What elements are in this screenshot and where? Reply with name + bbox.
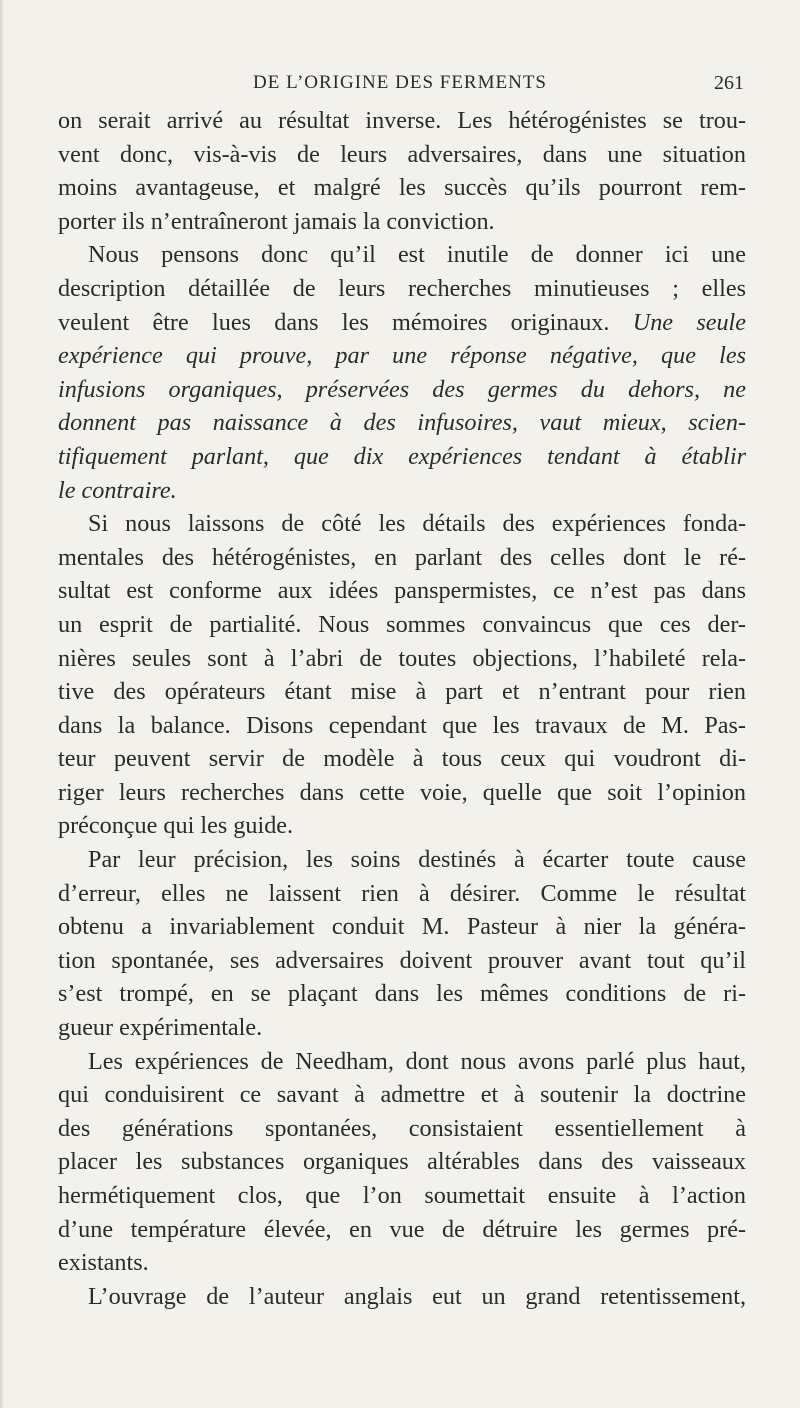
text-line: d’erreur, elles ne laissent rien à désirer. Comme le résultat <box>58 879 746 907</box>
text-line: sultat est conforme aux idées panspermistes, ce n’est pas dans <box>58 577 746 605</box>
text-line: gueur expérimentale. <box>58 1014 263 1042</box>
page-edge <box>0 0 4 1408</box>
text-line: mentales des hétérogénistes, en parlant des celles dont le ré- <box>58 543 746 571</box>
text-line: placer les substances organiques altérables dans des vaisseaux <box>58 1148 746 1176</box>
text-line: porter ils n’entraîneront jamais la conviction. <box>58 207 495 235</box>
text-line: existants. <box>58 1249 149 1277</box>
text-line: des générations spontanées, consistaient essentiellement à <box>58 1114 746 1142</box>
text-line: le contraire. <box>58 476 177 504</box>
text-line: riger leurs recherches dans cette voie, quelle que soit l’opinion <box>58 778 746 806</box>
text-line: dans la balance. Disons cependant que les travaux de M. Pas- <box>58 711 746 739</box>
text-line: tion spontanée, ses adversaires doivent prouver avant tout qu’il <box>58 946 746 974</box>
text-line: vent donc, vis-à-vis de leurs adversaires, dans une situation <box>58 140 746 168</box>
text-line: infusions organiques, préservées des germes du dehors, ne <box>58 375 746 403</box>
text-line: Les expériences de Needham, dont nous avons parlé plus haut, <box>88 1047 746 1075</box>
text-line: un esprit de partialité. Nous sommes convaincus que ces der- <box>58 610 746 638</box>
text-line: L’ouvrage de l’auteur anglais eut un grand retentissement, <box>88 1282 746 1310</box>
text-line: Si nous laissons de côté les détails des expériences fonda- <box>88 510 746 538</box>
text-line: description détaillée de leurs recherches minutieuses ; elles <box>58 274 746 302</box>
text-line: d’une température élevée, en vue de détruire les germes pré- <box>58 1215 746 1243</box>
text-line: tifiquement parlant, que dix expériences tendant à établir <box>58 442 746 470</box>
text-line: teur peuvent servir de modèle à tous ceux qui voudront di- <box>58 745 746 773</box>
body-text <box>58 104 746 1313</box>
text-fragment: veulent être lues dans les mémoires originaux. <box>58 308 610 336</box>
text-line: hermétiquement clos, que l’on soumettait ensuite à l’action <box>58 1182 746 1209</box>
text-line: nières seules sont à l’abri de toutes objections, l’habileté rela- <box>58 644 746 672</box>
text-line: donnent pas naissance à des infusoires, vaut mieux, scien- <box>58 409 746 437</box>
text-line: préconçue qui les guide. <box>58 812 294 840</box>
text-line: Nous pensons donc qu’il est inutile de donner ici une <box>88 241 746 269</box>
text-line: qui conduisirent ce savant à admettre et à soutenir la doctrine <box>58 1081 746 1109</box>
text-line: expérience qui prouve, par une réponse négative, que les <box>58 342 746 370</box>
text-line: tive des opérateurs étant mise à part et n’entrant pour rien <box>58 678 746 706</box>
running-head: DE L’ORIGINE DES FERMENTS <box>253 72 547 93</box>
italic-fragment: Une seule <box>632 308 747 336</box>
page-number: 261 <box>714 72 744 94</box>
text-line: on serait arrivé au résultat inverse. Les hétérogénistes se trou- <box>58 107 746 134</box>
text-line: moins avantageuse, et malgré les succès qu’ils pourront rem- <box>58 174 746 202</box>
text-line: obtenu a invariablement conduit M. Pasteur à nier la généra- <box>58 913 746 941</box>
text-line <box>58 306 746 340</box>
text-line: Par leur précision, les soins destinés à écarter toute cause <box>88 846 746 874</box>
text-line: s’est trompé, en se plaçant dans les mêmes conditions de ri- <box>58 980 746 1008</box>
